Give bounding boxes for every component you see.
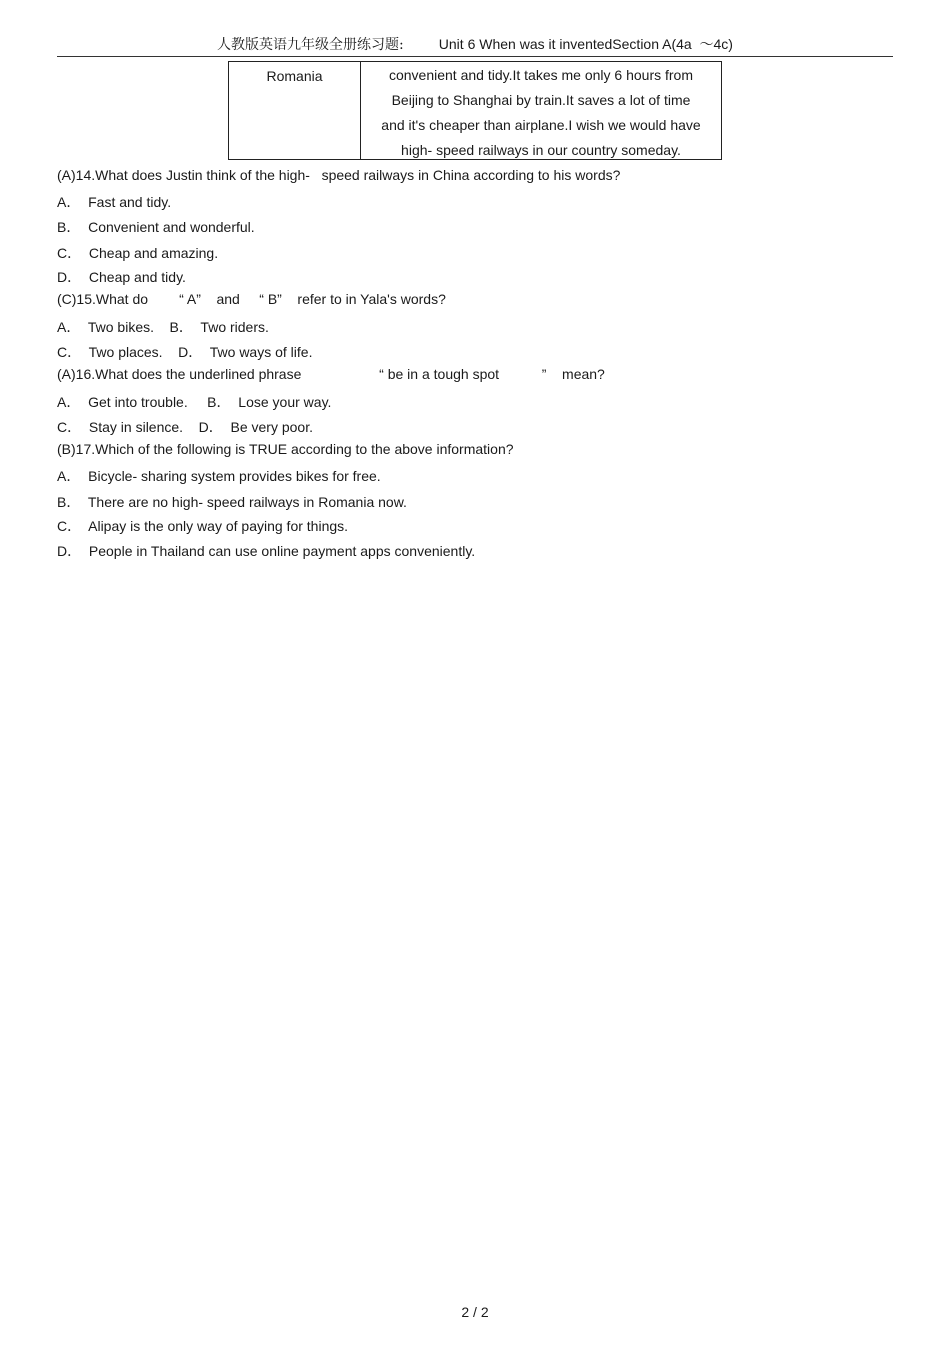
header-divider bbox=[57, 56, 893, 57]
question-17-stem: (B)17.Which of the following is TRUE according to the above information? bbox=[57, 441, 514, 457]
question-17-option-d: D． People in Thailand can use online payment apps conveniently. bbox=[57, 543, 476, 559]
table-cell-comment bbox=[361, 62, 721, 159]
question-14-option-b: B． Convenient and wonderful. bbox=[57, 219, 255, 235]
table-comment-line: and it's cheaper than airplane.I wish we would have bbox=[381, 117, 701, 133]
question-15-stem: (C)15.What do “ A” and “ B” refer to in Yala's words? bbox=[57, 291, 446, 307]
page-header bbox=[0, 34, 950, 54]
table-comment-line: convenient and tidy.It takes me only 6 hours from bbox=[388, 67, 693, 83]
header-chinese-title: 人教版英语九年级全册练习题: bbox=[217, 37, 404, 53]
question-14-stem: (A)14.What does Justin think of the high- speed railways in China according to his words? bbox=[57, 167, 621, 183]
table-cell-country: Romania bbox=[229, 62, 361, 159]
table-comment-line: Beijing to Shanghai by train.It saves a lot of time bbox=[391, 92, 691, 108]
question-16-options-ab: A． Get into trouble. B． Lose your way. bbox=[57, 394, 332, 410]
table-comment-line: high- speed railways in our country someday. bbox=[401, 142, 681, 158]
question-17-option-b: B． There are no high- speed railways in Romania now. bbox=[57, 494, 407, 510]
question-16-stem: (A)16.What does the underlined phrase “ be in a tough spot ” mean? bbox=[57, 366, 605, 382]
question-17-option-a: A． Bicycle- sharing system provides bikes for free. bbox=[57, 468, 381, 484]
question-17-option-c: C． Alipay is the only way of paying for things. bbox=[57, 518, 349, 534]
question-14-option-d: D． Cheap and tidy. bbox=[57, 269, 186, 285]
question-15-options-cd: C． Two places. D． Two ways of life. bbox=[57, 344, 313, 360]
question-15-options-ab: A． Two bikes. B． Two riders. bbox=[57, 319, 269, 335]
page-number: 2 / 2 bbox=[461, 1304, 489, 1320]
question-16-options-cd: C． Stay in silence. D． Be very poor. bbox=[57, 419, 313, 435]
question-14-option-c: C． Cheap and amazing. bbox=[57, 245, 219, 261]
header-unit-title: Unit 6 When was it inventedSection A(4a ～4c) bbox=[438, 36, 733, 52]
question-14-option-a: A． Fast and tidy. bbox=[57, 194, 172, 210]
info-table bbox=[228, 61, 722, 160]
